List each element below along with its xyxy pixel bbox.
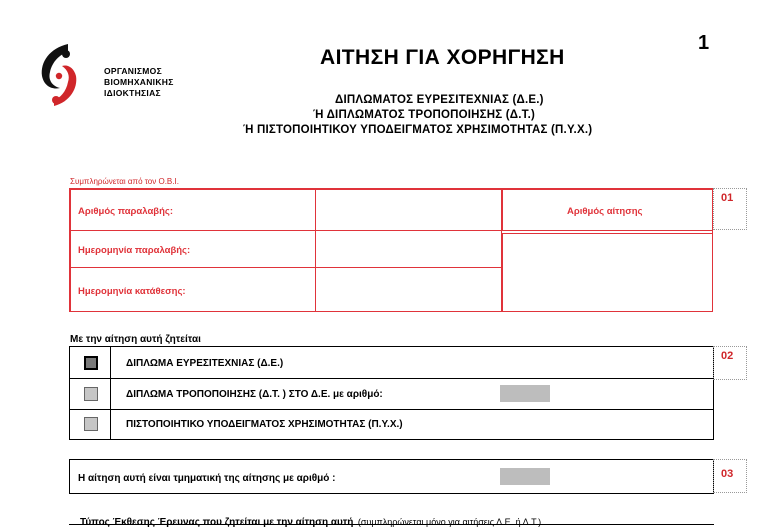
- checkbox-column-divider: [110, 347, 111, 439]
- application-number-field[interactable]: [502, 233, 713, 312]
- amendment-option-label: ΔΙΠΛΩΜΑ ΤΡΟΠΟΠΟΙΗΣΗΣ (Δ.Τ. ) ΣΤΟ Δ.Ε. με αριθμό:: [126, 389, 383, 400]
- office-use-box: [69, 188, 713, 312]
- utility-model-checkbox[interactable]: [84, 417, 98, 431]
- subtitle-line-2: Ή ΔΙΠΛΩΜΑΤΟΣ ΤΡΟΠΟΠΟΙΗΣΗΣ (Δ.Τ.): [313, 109, 536, 121]
- receipt-number-label-cell: [70, 189, 316, 231]
- form-title: ΑΙΤΗΣΗ ΓΙΑ ΧΟΡΗΓΗΣΗ: [320, 46, 565, 69]
- receipt-date-label-cell: [70, 230, 316, 268]
- amendment-checkbox[interactable]: [84, 387, 98, 401]
- row-divider: [70, 409, 713, 410]
- section-4-top-border: [69, 524, 714, 525]
- divisional-application-box: [69, 459, 714, 494]
- receipt-number-label: Αριθμός παραλαβής:: [78, 206, 173, 217]
- section-03-number-box: [713, 459, 747, 493]
- amendment-patent-number-field[interactable]: [500, 385, 550, 402]
- filing-date-field[interactable]: [315, 267, 502, 312]
- office-use-note: Συμπληρώνεται από τον Ο.Β.Ι.: [70, 177, 179, 186]
- search-report-note: (συμπληρώνεται μόνο για αιτήσεις Δ.Ε. ή Δ.Τ.): [357, 517, 542, 527]
- filing-date-label: Ημερομηνία κατάθεσης:: [78, 286, 186, 297]
- application-number-label-cell: [502, 189, 713, 231]
- receipt-number-field[interactable]: [315, 189, 502, 231]
- parent-application-number-field[interactable]: [500, 468, 550, 485]
- request-type-title: Με την αίτηση αυτή ζητείται: [70, 334, 201, 345]
- divisional-application-label: Η αίτηση αυτή είναι τμηματική της αίτησης με αριθμό :: [78, 473, 336, 484]
- patent-option-label: ΔΙΠΛΩΜΑ ΕΥΡΕΣΙΤΕΧΝΙΑΣ (Δ.Ε.): [126, 358, 284, 369]
- section-02-number: 02: [721, 350, 734, 362]
- utility-model-option-label: ΠΙΣΤΟΠΟΙΗΤΙΚΟ ΥΠΟΔΕΙΓΜΑΤΟΣ ΧΡΗΣΙΜΟΤΗΤΑΣ (Π.Υ.Χ.): [126, 419, 403, 430]
- organization-name: ΟΡΓΑΝΙΣΜΟΣ ΒΙΟΜΗΧΑΝΙΚΗΣ ΙΔΙΟΚΤΗΣΙΑΣ: [104, 66, 174, 98]
- section-01-number-box: [713, 188, 747, 230]
- obi-logo: [38, 42, 80, 110]
- search-report-title: Τύπος Έκθεσης Έρευνας που ζητείται με την αίτηση αυτή: [80, 517, 354, 528]
- section-02-number-box: [713, 346, 747, 380]
- search-report-heading: [80, 512, 541, 530]
- section-03-number: 03: [721, 468, 734, 480]
- subtitle-line-1: ΔΙΠΛΩΜΑΤΟΣ ΕΥΡΕΣΙΤΕΧΝΙΑΣ (Δ.Ε.): [335, 94, 544, 106]
- receipt-date-field[interactable]: [315, 230, 502, 268]
- subtitle-line-3: Ή ΠΙΣΤΟΠΟΙΗΤΙΚΟΥ ΥΠΟΔΕΙΓΜΑΤΟΣ ΧΡΗΣΙΜΟΤΗΤΑΣ (Π.Υ.Χ.): [243, 124, 593, 136]
- request-type-table: [69, 346, 714, 440]
- receipt-date-label: Ημερομηνία παραλαβής:: [78, 245, 191, 256]
- patent-checkbox[interactable]: [84, 356, 98, 370]
- application-number-label: Αριθμός αίτησης: [567, 206, 643, 217]
- page-number: 1: [698, 32, 710, 54]
- row-divider: [70, 378, 713, 379]
- section-01-number: 01: [721, 192, 734, 204]
- filing-date-label-cell: [70, 267, 316, 312]
